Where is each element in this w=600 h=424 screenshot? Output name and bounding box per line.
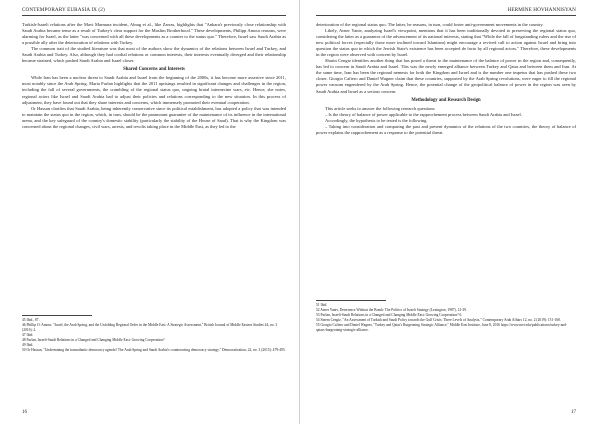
footnote: 46 Phillip O. Amour, "Israel, the Arab Spring, and the Unfolding Regional Order in the Middle East: A Strategic Assessment," British Journal of Middle Eastern Studies 44, no. 3 (2016): 2. (22, 323, 278, 332)
footnote: 45 Ibid., 87. (22, 318, 40, 322)
paragraph: While Iran has been a nuclear threat to Saudi Arabia and Israel from the beginning of the 2000s, it has become more assertive since 2011, most notably since the Arab Spring. Marta Furlan highlights that the 2011 uprisings resulted in significant changes and challenges in the region, including the fall of several governments, the crumbling of the regional status quo, ongoing brutal internecine wars, etc. Hence, she notes, regional actors like Israel and Saudi Arabia had to adjust their policies and relations corresponding to the new situation. In this process of adjustment, they have found out that they share interests and concerns, which immensely promoted their eventual cooperation. (22, 75, 286, 105)
section-heading: Shared Concerns and Interests (123, 67, 185, 73)
footnotes (316, 303, 576, 333)
paragraph: This article seeks to answer the following research questions: (325, 105, 436, 111)
paragraph: – Taking into consideration and comparing the past and present dynamics of the relations of the two countries, the theory of balance of power explains the rapprochement as a response to the potential threat. (316, 123, 576, 135)
footnote: 48 Furlan, Israeli-Saudi Relations in a Changed and Changing Middle East: Growing Cooperation? (22, 337, 165, 342)
header-rule (22, 15, 286, 16)
footnotes (22, 318, 286, 353)
paragraph: The common trait of the studied literature was that most of the authors show the dynamics of the relations between Israel and Turkey, and Saudi Arabia and Turkey. Also, although they had cordial relations or common interests, their interests eventually diverged and their relationship became strained, which pushed Saudi Arabia and Israel closer. (22, 46, 286, 64)
paragraph: Sharin Cengiz identifies another thing that has posed a threat to the maintenance of the balance of power in the region and, consequently, has led to concern in Saudi Arabia and Israel. This was the newly emerged alliance between Turkey and Qatar and between them and Iran. At the same time, Iran has been the regional nemesis for both the Kingdom and Israel and is the number one impetus that has pushed these two closer. Giorgio Cafiero and Daniel Wagner claim that these countries, supported by the Arab Spring revolutions, were eager to fill the regional power vacuum engendered by the Arab Spring. Hence, the potential change of the geopolitical balance of power in the region was seen by Saudi Arabia and Israel as a serious concern. (316, 58, 576, 94)
paragraph: Turkish-Israeli relations after the Mavi Marmara incident, Alnug et al., like Zarras, highlights that "Ankara's previously close relationship with Saudi Arabia became tense as a result of Turkey's clear support for the Muslim Brotherhood." These developments, Philipp Amour reasons, were alarming for Israel, as the latter "was concerned with all these developments as a counter to the status quo." Therefore, Israel saw Saudi Arabia as a possible ally after the deterioration of relations with Turkey. (22, 22, 286, 46)
footnote: 47 Ibid. (22, 332, 34, 337)
paragraph: Accordingly, the hypothesis to be tested is the following. (325, 117, 428, 123)
body-text (22, 22, 286, 130)
paragraph: Likely, Avner Yaniv, analyzing Israel's viewpoint, mentions that it has been traditionally devoted to preserving the regional status quo, considering the latter as a guarantor of the advancement of its national interests, stating that "While the fall of longstanding rulers and the rise of new political forces (especially those more inclined toward Islamism) might encourage a revived call to action against Israel and bring into question the status quo in which the Jewish State's existence has been accepted de facto by all regional actors." Therefore, these developments in the region were observed with concern by Israel. (316, 28, 576, 58)
paragraph: – Is the theory of balance of power applicable to the rapprochement process between Saudi Arabia and Israel. (325, 111, 522, 117)
page-number: 17 (571, 410, 576, 415)
page-number: 16 (22, 410, 27, 415)
footnote-rule (22, 315, 92, 316)
footnote-rule (316, 300, 386, 301)
body-text (316, 22, 576, 136)
paragraph: Or Hassan clarifies that Saudi Arabia, being inherently conservative since its political establishment, has adopted a policy that was intended to maintain the status quo in the region, which, in turn, should be the paramount guarantee of the maintenance of its influence in the international arena, and the key safeguard of the country's domestic stability (particularly the stability of the House of Saud). That is why the Kingdom was concerned about the regional changes, civil wars, arrests, and revolts taking place in the Middle East, as they led to the (22, 105, 286, 129)
footnote: 52 Avner Yaniv, Deterrence Without the Bomb: The Politics of Israeli Strategy (Lexington, 1987), 12-39. (316, 308, 467, 313)
section-heading: Methodology and Research Design (411, 97, 481, 103)
footnote: 53 Furlan, Israeli-Saudi Relations in a Changed and Changing Middle East: Growing Cooperation? 6. (316, 313, 463, 318)
paragraph: deterioration of the regional status quo. The latter, he reasons, in turn, could foster anti-government movements in the country. (316, 22, 544, 27)
footnote: 49 Ibid. (22, 342, 34, 347)
footnote: 50 Or Hassan, "Undermining the transatlantic democracy agenda? The Arab Spring and Saudi Arabia's counteracting democracy strategy," Democratization, 22, no. 3 (2015): 479-495. (22, 347, 286, 352)
footnote: 54 Sinem Cengiz, "An Assessment of Turkish and Saudi Policy towards the Gulf Crisis: Three Levels of Analysis," Contemporary Arab Affairs 12, no. 2 (2019): 151-168. (316, 318, 561, 323)
right-page (300, 0, 600, 424)
footnote: 51 Ibid. (316, 303, 328, 307)
running-header: CONTEMPORARY EURASIA IX (2) (22, 7, 105, 13)
header-rule (316, 15, 576, 16)
footnote: 55 Giorgio Cafiero and Daniel Wagner, "Turkey and Qatar's Burgeoning Strategic Alliance," Middle East Institute, June 8, 2016 https://www.mei.edu/publications/turkey-and-qatars-burgeoning-strategic-alliance. (316, 323, 568, 332)
running-header: HERMINE HOVHANNISYAN (507, 7, 576, 13)
